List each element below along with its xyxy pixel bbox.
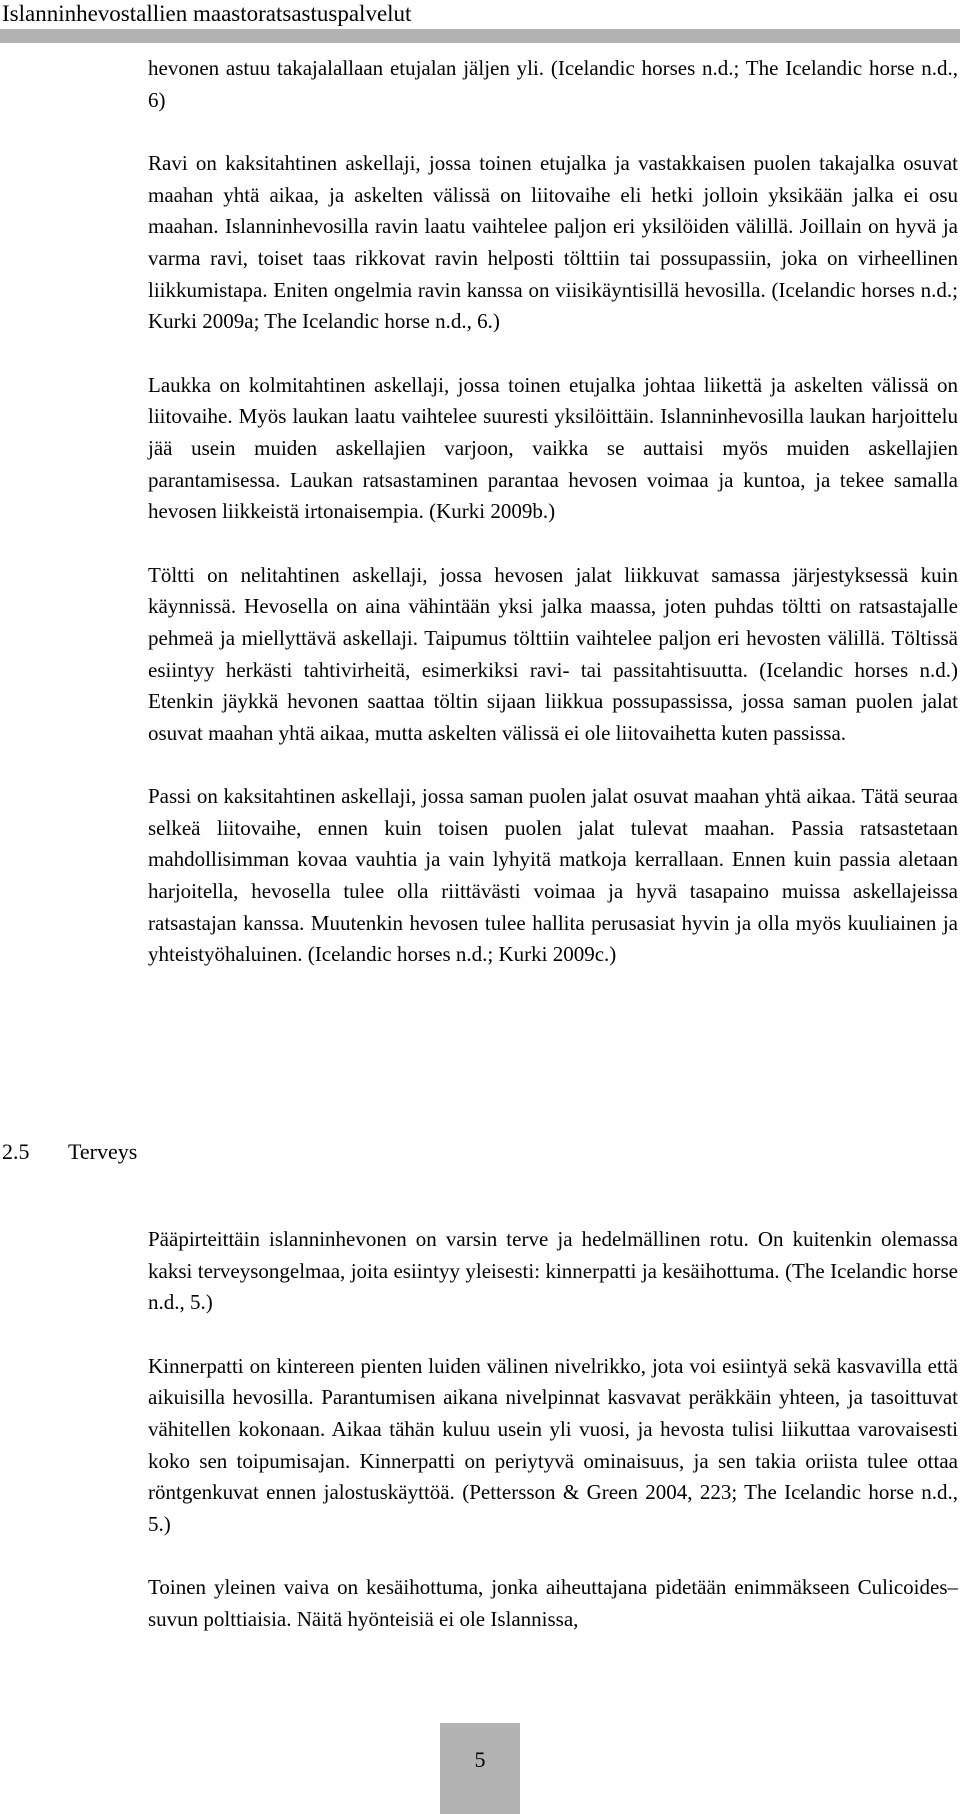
section-heading	[2, 1137, 137, 1167]
running-header	[0, 0, 960, 42]
paragraph: Ravi on kaksitahtinen askellaji, jossa toinen etujalka ja vastakkaisen puolen takajalka osuvat maahan yhtä aikaa, ja askelten välissä on liitovaihe eli hetki jolloin yksikään jalka ei osu maahan. Islanninhevosilla ravin laatu vaihtelee paljon eri yksilöiden välillä. Joillain on hyvä ja varma ravi, toiset taas rikkovat ravin helposti tölttiin tai possupassiin, joka on virheellinen liikkumistapa. Eniten ongelmia ravin kanssa on viisikäyntisillä hevosilla. (Icelandic horses n.d.; Kurki 2009a; The Icelandic horse n.d., 6.)	[148, 151, 958, 334]
header-title: Islanninhevostallien maastoratsastuspalvelut	[2, 0, 421, 28]
paragraph: Passi on kaksitahtinen askellaji, jossa saman puolen jalat osuvat maahan yhtä aikaa. Tätä seuraa selkeä liitovaihe, ennen kuin toisen puolen jalat tulevat maahan. Passia ratsastetaan mahdollisimman kovaa vauhtia ja vain lyhyitä matkoja kerrallaan. Ennen kuin passia aletaan harjoitella, hevosella tulee olla riittävästi voimaa ja hyvä tasapaino muissa askellajeissa ratsastajan kanssa. Muutenkin hevosen tulee hallita perusasiat hyvin ja olla myös kuuliainen ja yhteistyöhaluinen. (Icelandic horses n.d.; Kurki 2009c.)	[148, 784, 958, 967]
section-title: Terveys	[68, 1139, 138, 1164]
header-rule	[0, 29, 960, 43]
paragraph: Laukka on kolmitahtinen askellaji, jossa toinen etujalka johtaa liikettä ja askelten välissä on liitovaihe. Myös laukan laatu vaihtelee suuresti yksilöittäin. Islanninhevosilla laukan harjoittelu jää usein muiden askellajien varjoon, vaikka se auttaisi myös muiden askellajien parantamisessa. Laukan ratsastaminen parantaa hevosen voimaa ja kuntoa, ja tekee samalla hevosen liikkeistä irtonaisempia. (Kurki 2009b.)	[148, 372, 958, 524]
paragraph: Toinen yleinen vaiva on kesäihottuma, jonka aiheuttajana pidetään enimmäkseen Culicoides–suvun polttiaisia. Näitä hyönteisiä ei ole Islannissa,	[148, 1575, 958, 1631]
page-number: 5	[474, 1747, 486, 1772]
body-text-bottom	[148, 1224, 958, 1636]
body-text-top	[148, 53, 958, 971]
paragraph: hevonen astuu takajalallaan etujalan jäljen yli. (Icelandic horses n.d.; The Icelandic horse n.d., 6)	[148, 56, 958, 112]
section-number: 2.5	[2, 1139, 30, 1164]
page-number-box	[440, 1723, 520, 1814]
paragraph: Pääpirteittäin islanninhevonen on varsin terve ja hedelmällinen rotu. On kuitenkin olemassa kaksi terveysongelmaa, joita esiintyy yleisesti: kinnerpatti ja kesäihottuma. (The Icelandic horse n.d., 5.)	[148, 1227, 958, 1315]
paragraph: Töltti on nelitahtinen askellaji, jossa hevosen jalat liikkuvat samassa järjestyksessä kuin käynnissä. Hevosella on aina vähintään yksi jalka maassa, joten puhdas töltti on ratsastajalle pehmeä ja miellyttävä askellaji. Taipumus tölttiin vaihtelee paljon eri hevosten välillä. Töltissä esiintyy herkästi tahtivirheitä, esimerkiksi ravi- tai passitahtisuutta. (Icelandic horses n.d.) Etenkin jäykkä hevonen saattaa töltin sijaan liikkua possupassissa, jossa saman puolen jalat osuvat maahan yhtä aikaa, mutta askelten välissä ei ole liitovaihetta kuten passissa.	[148, 562, 958, 745]
paragraph: Kinnerpatti on kintereen pienten luiden välinen nivelrikko, jota voi esiintyä sekä kasvavilla että aikuisilla hevosilla. Parantumisen aikana nivelpinnat kasvavat peräkkäin yhteen, ja tasoittuvat vähitellen kokonaan. Aikaa tähän kuluu usein yli vuosi, ja hevosta tulisi liikuttaa varovaisesti koko sen toipumisajan. Kinnerpatti on periytyvä ominaisuus, ja sen takia oriista tulee ottaa röntgenkuvat ennen jalostuskäyttöä. (Pettersson & Green 2004, 223; The Icelandic horse n.d., 5.)	[148, 1353, 958, 1536]
